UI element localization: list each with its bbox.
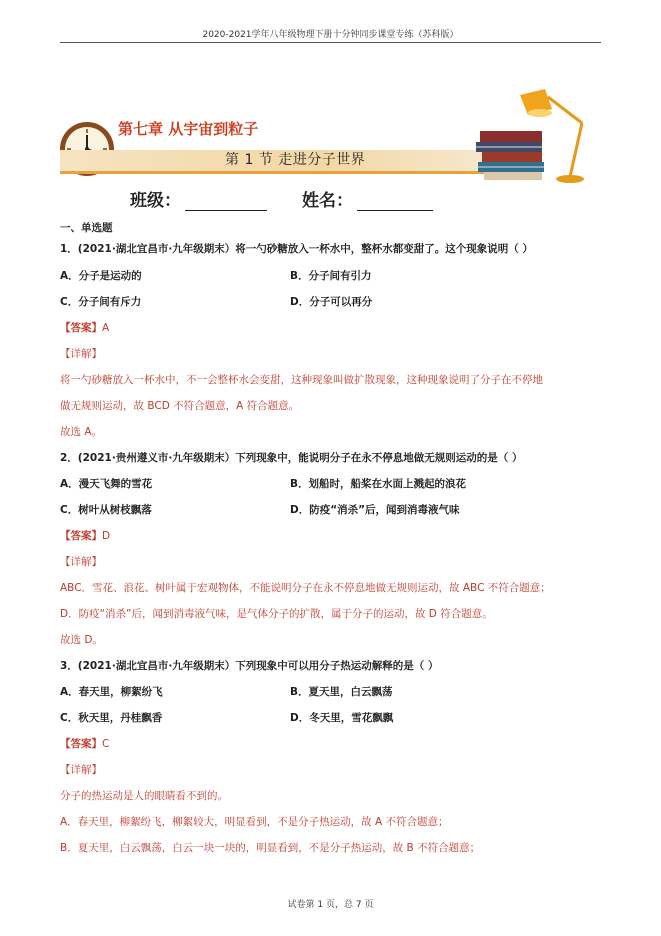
question-stem: 3．(2021·湖北宜昌市·九年级期末）下列现象中可以用分子热运动解释的是（ ） [60, 660, 439, 672]
page-header: 2020-2021学年八年级物理下册十分钟同步课堂专练（苏科版） [202, 30, 459, 40]
desk-lamp-books-icon [470, 85, 595, 185]
class-blank[interactable] [185, 194, 267, 211]
option-d: D．防疫“消杀”后，闻到消毒液气味 [290, 504, 460, 516]
explanation-line: 分子的热运动是人的眼睛看不到的。 [60, 790, 228, 802]
name-field[interactable] [302, 186, 433, 211]
detail-label: 【详解】 [60, 556, 102, 568]
explanation-line: D．防疫“消杀”后，闻到消毒液气味，是气体分子的扩散，属于分子的运动，故 D 符合题意。 [60, 608, 493, 620]
class-label: 班级： [130, 191, 181, 211]
question-stem: 1．(2021·湖北宜昌市·九年级期末）将一勺砂糖放入一杯水中，整杯水都变甜了。这个现象说明（ ） [60, 243, 533, 255]
option-a: A．分子是运动的 [60, 270, 142, 282]
option-a: A．漫天飞舞的雪花 [60, 478, 153, 490]
answer-line [60, 737, 109, 751]
option-b: B．划船时，船桨在水面上溅起的浪花 [290, 478, 467, 490]
option-c: C．树叶从树枝飘落 [60, 504, 152, 516]
detail-label: 【详解】 [60, 764, 102, 776]
answer-label: 【答案】 [60, 322, 102, 334]
answer-line [60, 321, 109, 335]
section-heading: 一、单选题 [60, 222, 113, 234]
question-stem: 2．(2021·贵州遵义市·九年级期末）下列现象中，能说明分子在永不停息地做无规则运动的是（ ） [60, 452, 523, 464]
answer-label: 【答案】 [60, 738, 102, 750]
detail-label: 【详解】 [60, 348, 102, 360]
section-title: 第 1 节 走进分子世界 [225, 152, 366, 168]
conclusion-line: 故选 A。 [60, 426, 103, 438]
banner-underline [60, 171, 520, 174]
explanation-line: B．夏天里，白云飘荡，白云一块一块的，明显看到，不是分子热运动，故 B 不符合题意； [60, 842, 481, 854]
option-d: D．冬天里，雪花飘飘 [290, 712, 394, 724]
option-d: D．分子可以再分 [290, 296, 373, 308]
explanation-line: 将一勺砂糖放入一杯水中，不一会整杯水会变甜，这种现象叫做扩散现象，这种现象说明了分子在不停地 [60, 374, 543, 386]
page-footer: 试卷第 1 页，总 7 页 [287, 900, 374, 910]
answer-value: D [102, 530, 111, 542]
option-b: B．夏天里，白云飘荡 [290, 686, 393, 698]
answer-label: 【答案】 [60, 530, 102, 542]
conclusion-line: 故选 D。 [60, 634, 103, 646]
class-field[interactable] [130, 186, 267, 211]
option-c: C．分子间有斥力 [60, 296, 142, 308]
explanation-line: ABC．雪花、浪花、树叶属于宏观物体，不能说明分子在永不停息地做无规则运动，故 ABC 不符合题意； [60, 582, 551, 594]
answer-value: A [102, 322, 110, 334]
option-c: C．秋天里，丹桂飘香 [60, 712, 163, 724]
chapter-title: 第七章 从宇宙到粒子 [118, 120, 259, 138]
option-b: B．分子间有引力 [290, 270, 372, 282]
explanation-line: A．春天里，柳絮纷飞，柳絮较大，明显看到，不是分子热运动，故 A 不符合题意； [60, 816, 449, 828]
explanation-line: 做无规则运动，故 BCD 不符合题意，A 符合题意。 [60, 400, 300, 412]
header-rule [60, 42, 601, 43]
name-blank[interactable] [357, 194, 433, 211]
option-a: A．春天里，柳絮纷飞 [60, 686, 163, 698]
answer-value: C [102, 738, 110, 750]
name-label: 姓名： [302, 191, 353, 211]
answer-line [60, 529, 110, 543]
